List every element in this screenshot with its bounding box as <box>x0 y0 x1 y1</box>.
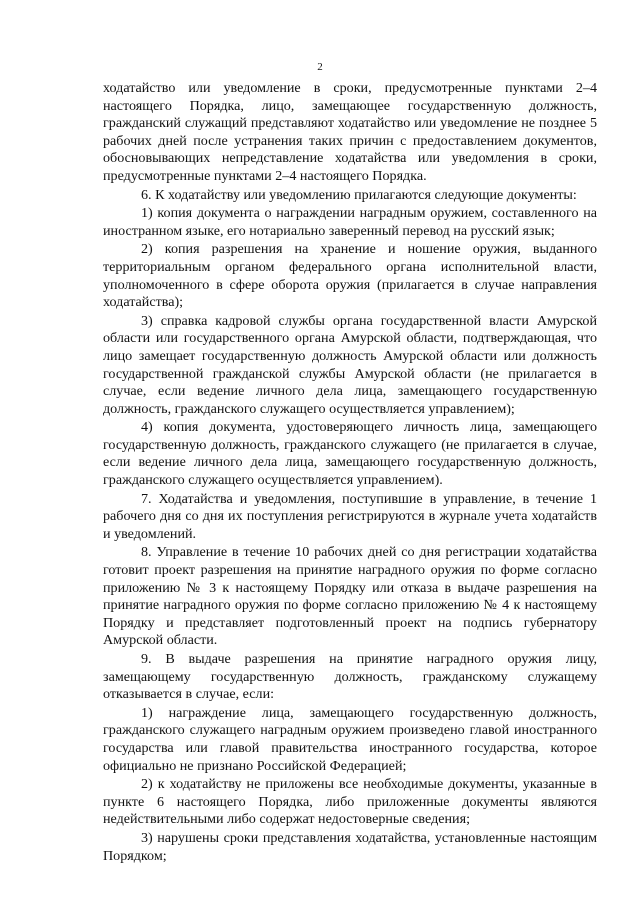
paragraph-item-9-2: 2) к ходатайству не приложены все необходимые документы, указанные в пункте 6 настоящего Порядка, либо приложенные документы являются недействительными либо содержат недостоверные сведения; <box>103 776 597 828</box>
paragraph-item-6: 6. К ходатайству или уведомлению прилагаются следующие документы: <box>141 186 577 203</box>
paragraph-item-6-3: 3) справка кадровой службы органа государственной власти Амурской области или государственного органа Амурской области, подтверждающая, что лицо замещает государственную должность Амурской области или должность государственной гражданской службы Амурской области (не прилагается в случае, если ведение личного дела лица, замещающего государственную должность, гражданского служащего осуществляется управлением); <box>103 312 597 417</box>
page-number: 2 <box>317 61 323 73</box>
paragraph-item-6-2: 2) копия разрешения на хранение и ношение оружия, выданного территориальным органом федерального органа исполнительной власти, уполномоченного в сфере оборота оружия (прилагается в случае направления ходатайства); <box>103 241 597 311</box>
document-body <box>103 80 597 865</box>
paragraph-item-8: 8. Управление в течение 10 рабочих дней со дня регистрации ходатайства готовит проект разрешения на принятие наградного оружия по форме согласно приложению № 3 к настоящему Порядку или отказа в выдаче разрешения на принятие наградного оружия по форме согласно приложению № 4 к настоящему Порядку и представляет подготовленный проект на подпись губернатору Амурской области. <box>103 544 597 649</box>
paragraph-item-9: 9. В выдаче разрешения на принятие наградного оружия лицу, замещающему государственную должность, гражданскому служащему отказывается в случае, если: <box>103 651 597 703</box>
paragraph-item-9-3: 3) нарушены сроки представления ходатайства, установленные настоящим Порядком; <box>103 829 597 864</box>
paragraph-item-7: 7. Ходатайства и уведомления, поступившие в управление, в течение 1 рабочего дня со дня их поступления регистрируются в журнале учета ходатайств и уведомлений. <box>103 490 597 542</box>
paragraph-item-6-1: 1) копия документа о награждении наградным оружием, составленного на иностранном языке, его нотариально заверенный перевод на русский язык; <box>103 205 597 239</box>
paragraph-continuation: ходатайство или уведомление в сроки, предусмотренные пунктами 2–4 настоящего Порядка, лицо, замещающее государственную должность, гражданский служащий представляют ходатайство или уведомление не позднее 5 рабочих дней после устранения таких причин с предоставлением документов, обосновывающих непредставление ходатайства или уведомления в сроки, предусмотренные пунктами 2–4 настоящего Порядка. <box>103 80 597 184</box>
paragraph-item-6-4: 4) копия документа, удостоверяющего личность лица, замещающего государственную должность, гражданского служащего (не прилагается в случае, если ведение личного дела лица, замещающего государственную должность, гражданского служащего осуществляется управлением). <box>103 419 597 489</box>
paragraph-item-9-1: 1) награждение лица, замещающего государственную должность, гражданского служащего наградным оружием произведено главой иностранного государства или главой правительства иностранного государства, которое официально не признано Российской Федерацией; <box>103 704 597 774</box>
